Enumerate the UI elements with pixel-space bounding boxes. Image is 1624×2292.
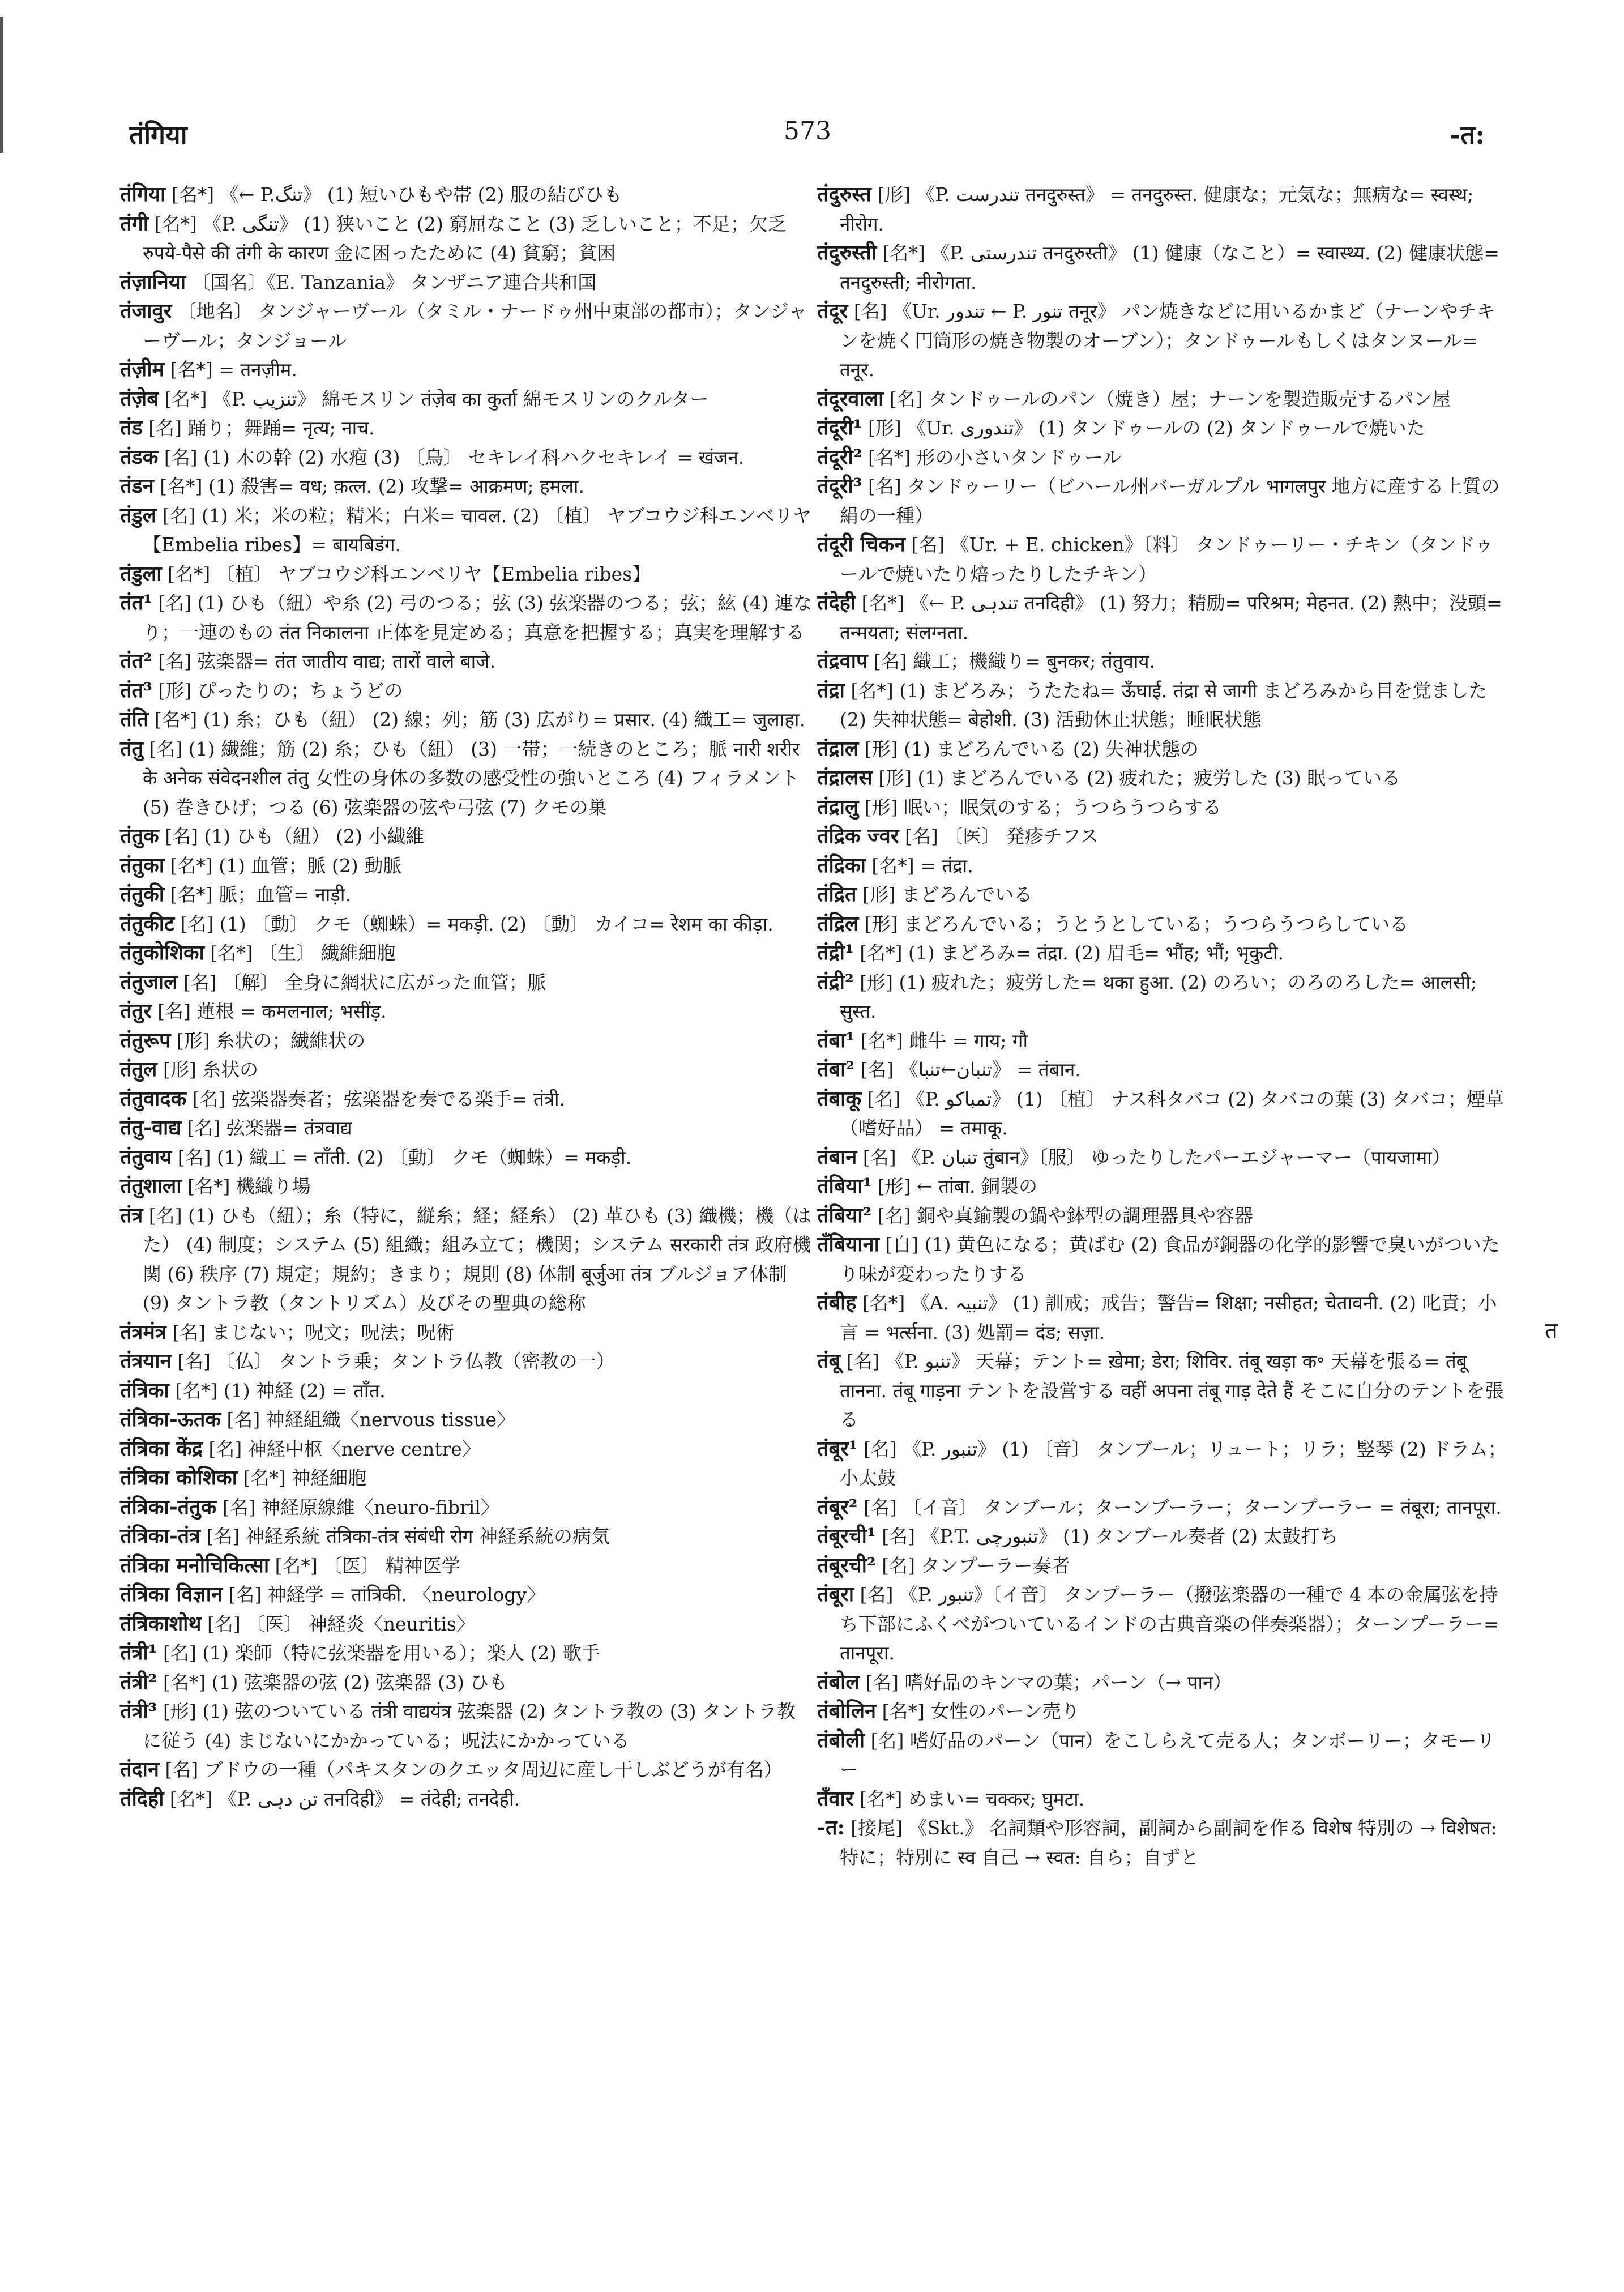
headword: तंज़ीम (120, 357, 165, 381)
definition: [形] ぴったりの；ちょうどの (152, 679, 403, 702)
dictionary-entry (120, 355, 814, 385)
thumb-index-letter: त (1545, 1318, 1558, 1344)
headword: तंबा¹ (817, 1028, 855, 1052)
dictionary-entry (120, 443, 814, 472)
headword: तंतुवाय (120, 1145, 172, 1169)
headword: तंति (120, 707, 149, 731)
headword: तंतुवादक (120, 1086, 187, 1111)
headword: तंडक (120, 445, 159, 469)
headword: तँबियाना (817, 1232, 879, 1256)
headword: तंद्रिल (817, 911, 859, 936)
headword: तंतुका (120, 853, 165, 877)
definition: [名] 〔イ音〕 タンブール；ターンブーラー；ターンプーラー = तंबूरा; तानपूरा. (857, 1496, 1502, 1518)
dictionary-entry (120, 1785, 814, 1814)
headword: तंदुरुस्त (817, 182, 871, 206)
right-column (817, 180, 1511, 1872)
headword: तंत्र (120, 1203, 143, 1227)
headword: तंदूरी² (817, 445, 862, 469)
headword: तंबाकू (817, 1086, 862, 1111)
headword: तंत्री² (120, 1670, 157, 1694)
dictionary-entry (817, 443, 1511, 472)
dictionary-entry (817, 968, 1511, 1026)
definition: [名*] 神経細胞 (237, 1467, 367, 1489)
headword: तंतुरूप (120, 1028, 171, 1052)
definition: [名] (1) ひも（紐）；糸（特に，縦糸；経；経糸） (2) 革ひも (3) 織機；機（はた） (4) 制度；システム (5) 組織；組み立て；機関；システム सरकारी तंत्र 政府機関 (6) 秩序 (7) 規定；規約；きまり；規則 (8) 体制 बूर्जुआ तंत्र ブルジョア体制 (9) タントラ教（タントリズム）及びその聖典の総称 (143, 1204, 811, 1314)
definition: [名*] (1) まどろみ= तंद्रा. (2) 眉毛= भौंह; भौं; भृकुटी. (853, 942, 1284, 964)
dictionary-entry (120, 676, 814, 706)
dictionary-entry (817, 1026, 1511, 1056)
headword: तंत्रिका मनोचिकित्सा (120, 1553, 270, 1577)
headword: तंत्रिका विज्ञान (120, 1582, 223, 1606)
dictionary-entry (120, 472, 814, 501)
headword: तंदूरी³ (817, 474, 862, 498)
headword: तंद्रित (817, 882, 857, 906)
dictionary-entry (120, 822, 814, 851)
dictionary-entry (817, 530, 1511, 588)
definition: [名] 蓮根 = कमलनाल; भसींड़. (151, 1000, 387, 1022)
dictionary-entry (817, 1726, 1511, 1785)
definition: [名] 〔解〕 全身に網状に広がった血管；脈 (177, 971, 546, 993)
headword: तंबोल (817, 1670, 860, 1694)
headword: तंदूरी¹ (817, 416, 862, 439)
running-head-left: तंगिया (129, 119, 187, 150)
headword: तंत³ (120, 678, 152, 702)
headword: तंतु (120, 736, 144, 761)
headword: -त: (817, 1816, 845, 1839)
headword: तंतुजाल (120, 970, 178, 994)
definition: [名] ブドウの一種（パキスタンのクエッタ周辺に産し干しぶどうが有名） (159, 1759, 783, 1781)
headword: तंडुला (120, 561, 162, 586)
headword: तंबोली (817, 1728, 865, 1752)
dictionary-entry (120, 997, 814, 1026)
dictionary-entry (120, 1755, 814, 1785)
definition: [名*] (1) まどろみ；うたたね= ऊँघाई. तंद्रा से जागी まどろみから目を覚ました (2) 失神状態= बेहोशी. (3) 活動休止状態；睡眠状態 (840, 679, 1488, 731)
definition: [名] (1) ひも（紐） (2) 小繊維 (159, 825, 425, 847)
dictionary-entry (817, 385, 1511, 414)
definition: [名] (1) ひも（紐）や糸 (2) 弓のつる；弦 (3) 弦楽器のつる；弦；絃 (4) 連なり；一連のもの तंत निकालना 正体を見定める；真意を把握する；真実を理解する (143, 592, 812, 643)
headword: तंजावुर (120, 299, 172, 323)
dictionary-entry (120, 1143, 814, 1172)
headword: तंतुकीट (120, 911, 175, 936)
headword: तँवार (817, 1786, 854, 1811)
dictionary-entry (817, 1813, 1511, 1872)
definition: [名] 〔仏〕 タントラ乗；タントラ仏教（密教の一） (171, 1350, 615, 1372)
headword: तंदूरवाला (817, 386, 884, 411)
page-edge-line (0, 17, 3, 153)
headword: तंद्रिका (817, 853, 866, 877)
definition: [自] (1) 黄色になる；黄ばむ (2) 食品が銅器の化学的影響で臭いがついたり味が変わったりする (840, 1234, 1500, 1285)
dictionary-entry (817, 413, 1511, 443)
definition: [名*] めまい= चक्कर; घुमटा. (853, 1787, 1085, 1810)
definition: [名*] (1) 殺害= वध; क़त्ल. (2) 攻撃= आक्रमण; हमला. (153, 475, 584, 497)
dictionary-entry (817, 1785, 1511, 1814)
definition: [名] 神経系統 तंत्रिका-तंत्र संबंधी रोग 神経系統の病気 (200, 1525, 610, 1547)
dictionary-entry (120, 1435, 814, 1464)
dictionary-entry (817, 588, 1511, 647)
headword: तंत्रयान (120, 1349, 172, 1373)
definition: [名*] 〔植〕 ヤブコウジ科エンベリヤ【Embelia ribes】 (161, 562, 651, 585)
dictionary-entry (817, 910, 1511, 939)
dictionary-entry (817, 1522, 1511, 1551)
dictionary-entry (120, 1026, 814, 1056)
dictionary-entry (120, 1055, 814, 1085)
headword: तंबा² (817, 1057, 855, 1081)
definition: [名] 神経原線維〈neuro-fibril〉 (216, 1496, 499, 1518)
definition: [名] タンプーラー奏者 (875, 1554, 1070, 1577)
headword: तंबूरची² (817, 1553, 876, 1577)
headword: तंडुल (120, 503, 157, 527)
dictionary-entry (120, 210, 814, 268)
definition: [名*] 形の小さいタンドゥール (862, 446, 1122, 468)
headword: तंतुकी (120, 882, 165, 906)
headword: तंद्रालस (817, 766, 873, 789)
dictionary-entry (817, 180, 1511, 238)
definition: [名*] (1) 糸；ひも（紐） (2) 線；列；筋 (3) 広がり= प्रसार. (4) 織工= जुलाहा. (148, 708, 805, 731)
definition: [接尾] 《Skt.》 名詞類や形容詞，副詞から副詞を作る विशेष 特別の → विशेषत: 特に；特別に स्व 自己 → स्वत: 自ら；自ずと (840, 1817, 1497, 1868)
definition: [形] まどろんでいる (856, 883, 1033, 906)
headword: तंड (120, 416, 143, 439)
headword: तंद्रा (817, 678, 845, 702)
definition: [名] 《تنبان←تنبا》 = तंबान. (854, 1058, 1081, 1081)
definition: [形] 糸状の；繊維状の (170, 1029, 366, 1052)
headword: तंतुशाला (120, 1174, 182, 1198)
definition: [名*] 《P. تندرستی तनदुरुस्ती》 (1) 健康（なこと）= स्वास्थ्य. (2) 健康状態= तनदुरुस्ती; नीरोगता. (840, 242, 1499, 293)
dictionary-entry (120, 560, 814, 589)
headword: तंदुरुस्ती (817, 241, 877, 264)
dictionary-entry (817, 238, 1511, 297)
dictionary-entry (120, 180, 814, 210)
definition: [名*] 女性のパーン売り (876, 1700, 1080, 1722)
dictionary-entry (120, 1376, 814, 1406)
definition: [名*] (1) 神経 (2) = ताँत. (169, 1379, 386, 1402)
dictionary-entry (120, 1551, 814, 1581)
definition: [名*] 機織り場 (181, 1175, 311, 1197)
dictionary-entry (120, 385, 814, 414)
headword: तंतुर (120, 999, 152, 1023)
definition: [形] 糸状の (157, 1058, 259, 1081)
headword: तंगी (120, 211, 149, 236)
dictionary-entry (817, 1435, 1511, 1493)
headword: तंद्री² (817, 970, 854, 994)
dictionary-entry (120, 1580, 814, 1610)
definition: [名*] 《← P. تندہی तनदिही》 (1) 努力；精励= परिश्रम; मेहनत. (2) 熱中；没頭= तन्मयता; संलग्नता. (840, 592, 1502, 643)
dictionary-entry (120, 1697, 814, 1755)
dictionary-entry (817, 880, 1511, 910)
dictionary-entry (120, 1493, 814, 1522)
definition: [名] 神経中枢〈nerve centre〉 (203, 1437, 481, 1460)
dictionary-entry (817, 735, 1511, 764)
headword: तंद्रवाप (817, 649, 868, 673)
definition: [名] 《P. تنبور》〔イ音〕 タンプーラー（撥弦楽器の一種で 4 本の金属弦を持ち下部にふくべがついているインドの古典音楽の伴奏楽器）；ターンプーラー= तानपूरा. (840, 1584, 1499, 1664)
headword: तंतुकोशिका (120, 941, 204, 964)
definition: [名*] 《P. تنگی》 (1) 狭いこと (2) 窮屈なこと (3) 乏しいこと；不足；欠乏 रुपये-पैसे की तंगी के कारण 金に困ったために (4) 貧窮；貧困 (143, 212, 787, 264)
dictionary-entry (817, 1288, 1511, 1347)
definition: [名*] (1) 血管；脈 (2) 動脈 (164, 854, 402, 877)
left-column (120, 180, 814, 1813)
headword: तंद्री¹ (817, 941, 854, 964)
dictionary-entry (120, 1610, 814, 1639)
definition: [名] (1) 楽師（特に弦楽器を用いる）；楽人 (2) 歌手 (157, 1642, 600, 1664)
definition: [名] 神経組織〈nervous tissue〉 (221, 1409, 516, 1431)
dictionary-entry (120, 1405, 814, 1435)
dictionary-entry (817, 822, 1511, 851)
dictionary-entry (120, 1638, 814, 1668)
dictionary-entry (817, 1172, 1511, 1201)
dictionary-entry (817, 763, 1511, 793)
definition: [形] 《Ur. تندوری》 (1) タンドゥールの (2) タンドゥールで焼いた (862, 417, 1425, 439)
headword: तंत² (120, 649, 152, 673)
definition: [名] 嗜好品のパーン（पान）をこしらえて売る人；タンボーリー；タモーリー (840, 1729, 1495, 1781)
dictionary-entry (120, 297, 814, 355)
definition: [名] 神経学 = तांत्रिकी. 〈neurology〉 (222, 1584, 546, 1606)
dictionary-entry (120, 501, 814, 560)
definition: [名] 《P. تمباکو》 (1) 〔植〕 ナス科タバコ (2) タバコの葉 (3) タバコ；煙草（嗜好品） = तमाकू. (840, 1087, 1504, 1139)
definition: [名] 織工；機織り= बुनकर; तंतुवाय. (867, 650, 1156, 672)
headword: तंबान (817, 1145, 857, 1169)
headword: तंतु-वाद्य (120, 1116, 182, 1139)
headword: तंज़ेब (120, 386, 159, 411)
dictionary-entry (120, 1463, 814, 1493)
definition: [名] 弦楽器奏者；弦楽器を奏でる楽手= तंत्री. (186, 1087, 566, 1110)
definition: [名] タンドゥーリー（ビハール州バーガルプル भागलपुर 地方に産する上質の絹の一種） (840, 475, 1500, 527)
definition: [名*] = तंद्रा. (865, 854, 973, 877)
dictionary-entry (817, 676, 1511, 735)
definition: [名] タンドゥールのパン（焼き）屋；ナーンを製造販売するパン屋 (883, 387, 1451, 410)
dictionary-entry (120, 968, 814, 997)
headword: तंदूर (817, 299, 848, 323)
dictionary-entry (120, 1668, 814, 1697)
headword: तंबोलिन (817, 1699, 877, 1723)
definition: [名] 《Ur. + E. chicken》〔料〕 タンドゥーリー・チキン（タンドゥールで焼いたり焙ったりしたチキン） (840, 533, 1494, 585)
definition: 〔地名〕 タンジャーヴール（タミル・ナードゥ州中東部の都市）；タンジャーヴール；タンジョール (143, 300, 807, 352)
headword: तंद्रिक ज्वर (817, 824, 899, 848)
headword: तंबूरा (817, 1582, 854, 1606)
headword: तंत¹ (120, 591, 152, 614)
headword: तंबूरची¹ (817, 1524, 876, 1548)
dictionary-entry (817, 1055, 1511, 1085)
dictionary-entry (120, 705, 814, 735)
dictionary-entry (120, 1172, 814, 1201)
headword: तंत्रिका-ऊतक (120, 1407, 221, 1431)
definition: [名] 《P. تنبو》 天幕；テント= ख़ेमा; डेरा; शिविर. तंबू खड़ा क॰ 天幕を張る= तंबू तानना. तंबू गाड़ना テントを設営する वहीं अपना तंबू गाड़ देते हैं そこに自分のテントを張る (840, 1350, 1504, 1431)
definition: [形] (1) 弦のついている तंत्री वाद्ययंत्र 弦楽器 (2) タントラ教の (3) タントラ教に従う (4) まじないにかかっている；呪法にかかっている (143, 1700, 796, 1752)
dictionary-entry (120, 938, 814, 968)
headword: तंत्री¹ (120, 1641, 157, 1664)
headword: तंदेही (817, 591, 856, 614)
headword: तंबूर¹ (817, 1436, 858, 1461)
headword: तंबिया² (817, 1203, 872, 1227)
headword: तंत्रिकाशोथ (120, 1611, 202, 1636)
headword: तंडन (120, 474, 154, 498)
dictionary-entry (120, 413, 814, 443)
definition: [名*] 〔生〕 繊維細胞 (204, 942, 396, 964)
dictionary-entry (120, 268, 814, 297)
definition: 〔国名〕《E. Tanzania》 タンザニア連合共和国 (186, 271, 597, 293)
definition: [名*] (1) 弦楽器の弦 (2) 弦楽器 (3) ひも (157, 1671, 508, 1693)
headword: तंद्रालु (817, 795, 859, 819)
definition: [名] 《Ur. تندور ← P. تنور तनूर》 パン焼きなどに用いるかまど（ナーンやチキンを焼く円筒形の焼き物製のオーブン）；タンドゥールもしくはタンヌール= तनूर. (840, 300, 1495, 381)
headword: तंदूरी चिकन (817, 532, 906, 556)
definition: [名] 弦楽器= तंत जातीय वाद्य; तारों वाले बाजे. (152, 650, 496, 672)
dictionary-entry (817, 297, 1511, 385)
headword: तंत्रिका-तंत्र (120, 1524, 201, 1548)
headword: तंत्रिका (120, 1378, 169, 1402)
dictionary-entry (120, 1113, 814, 1143)
definition: [名] 《P. تنبان तुंबान》〔服〕 ゆったりしたパーエジャーマー（पायजामा） (857, 1146, 1451, 1168)
headword: तंत्रिका-तंतुक (120, 1495, 217, 1519)
headword: तंत्रिका केंद्र (120, 1436, 203, 1461)
definition: [名] 《P.T. تنبورچی》 (1) タンブール奏者 (2) 太鼓打ち (875, 1525, 1339, 1547)
dictionary-entry (817, 793, 1511, 822)
definition: [名*] 脈；血管= नाड़ी. (164, 883, 351, 906)
headword: तंबीह (817, 1291, 857, 1314)
definition: [名] 嗜好品のキンマの葉；パーン（→ पान） (859, 1671, 1232, 1693)
dictionary-entry (120, 880, 814, 910)
definition: [名] 《P. تنبور》 (1) 〔音〕 タンブール；リュート；リラ；竪琴 (2) ドラム；小太鼓 (840, 1437, 1507, 1489)
definition: [名*] 《A. تنبیہ》 (1) 訓戒；戒告；警告= शिक्षा; नसीहत; चेतावनी. (2) 叱責；小言 = भर्त्सना. (3) 処罰= दंड; सज़ा. (840, 1292, 1497, 1343)
dictionary-entry (817, 938, 1511, 968)
definition: [形] 《P. تندرست तनदुरुस्त》 = तनदुरुस्त. 健康な；元気な；無病な= स्वस्थ; नीरोग. (840, 183, 1474, 235)
dictionary-entry (817, 1085, 1511, 1143)
definition: [名] まじない；呪文；呪法；呪術 (166, 1321, 455, 1343)
headword: तंत्रिका कोशिका (120, 1466, 237, 1489)
definition: [名] (1) 繊維；筋 (2) 糸；ひも（紐） (3) 一帯；一続きのところ；脈 नारी शरीर के अनेक संवेदनशील तंतु 女性の身体の多数の感受性の強いところ (4) フィラメント (5) 巻きひげ；つる (6) 弦楽器の弦や弓弦 (7) クモの巣 (143, 737, 800, 818)
running-head-right: -त: (1450, 119, 1485, 150)
headword: तंद्राल (817, 736, 859, 761)
definition: [形] 眠い；眠気のする；うつらうつらする (858, 796, 1222, 818)
headword: तंबूर² (817, 1495, 858, 1519)
definition: [名] (1) 〔動〕 クモ（蜘蛛）= मकड़ी. (2) 〔動〕 カイコ= रेशम का कीड़ा. (174, 912, 773, 935)
dictionary-entry (817, 1201, 1511, 1231)
headword: तंदान (120, 1757, 159, 1781)
headword: तंगिया (120, 182, 166, 206)
definition: [形] (1) まどろんでいる (2) 疲れた；疲労した (3) 眠っている (872, 767, 1401, 789)
headword: तंज़ानिया (120, 270, 186, 294)
headword: तंतुल (120, 1057, 157, 1081)
dictionary-entry (817, 1580, 1511, 1668)
headword: तंदिही (120, 1786, 164, 1811)
definition: [形] (1) まどろんでいる (2) 失神状態の (858, 737, 1199, 760)
definition: [形] (1) 疲れた；疲労した= थका हुआ. (2) のろい；のろのろした= आलसी; सुस्त. (840, 971, 1477, 1022)
headword: तंतुक (120, 824, 159, 848)
definition: [名] 踊り；舞踊= नृत्य; नाच. (142, 417, 375, 439)
dictionary-entry (120, 735, 814, 822)
headword: तंबिया¹ (817, 1174, 872, 1198)
definition: [形] ← तांबा. 銅製の (871, 1175, 1037, 1197)
dictionary-entry (817, 851, 1511, 881)
dictionary-entry (817, 647, 1511, 676)
dictionary-entry (817, 472, 1511, 530)
dictionary-entry (817, 1668, 1511, 1697)
dictionary-entry (120, 647, 814, 676)
definition: [名*] = तनज़ीम. (164, 358, 297, 381)
dictionary-entry (120, 1085, 814, 1114)
dictionary-entry (120, 588, 814, 647)
dictionary-entry (120, 1201, 814, 1318)
dictionary-entry (120, 910, 814, 939)
dictionary-entry (817, 1551, 1511, 1581)
dictionary-entry (817, 1697, 1511, 1726)
dictionary-entry (817, 1143, 1511, 1172)
definition: [名*] 雌牛 = गाय; गौ (854, 1029, 1028, 1052)
dictionary-entry (120, 1347, 814, 1376)
definition: [形] まどろんでいる；うとうとしている；うつらうつらしている (858, 912, 1409, 935)
dictionary-entry (120, 851, 814, 881)
definition: [名*] 〔医〕 精神医学 (269, 1554, 460, 1577)
dictionary-entry (120, 1318, 814, 1347)
definition: [名*] 《← P.تنگ》 (1) 短いひもや帯 (2) 服の結びひも (165, 183, 622, 206)
definition: [名*] 《P. تن دہی तनदिही》 = तंदेही; तनदेही. (164, 1787, 520, 1810)
dictionary-entry (120, 1522, 814, 1551)
dictionary-entry (817, 1230, 1511, 1288)
page-number: 573 (784, 117, 831, 146)
definition: [名] 銅や真鍮製の鍋や鉢型の調理器具や容器 (871, 1204, 1254, 1227)
definition: [名] 弦楽器= तंत्रवाद्य (181, 1117, 352, 1139)
definition: [名] (1) 織工 = ताँती. (2) 〔動〕 クモ（蜘蛛）= मकड़ी. (172, 1146, 632, 1168)
definition: [名*] 《P. تنزیب》 綿モスリン तंज़ेब का कुर्ता 綿モスリンのクルター (158, 387, 709, 410)
headword: तंबू (817, 1349, 841, 1373)
dictionary-entry (817, 1493, 1511, 1522)
headword: तंत्रमंत्र (120, 1320, 166, 1344)
dictionary-entry (817, 1347, 1511, 1435)
definition: [名] 〔医〕 発疹チフス (899, 825, 1099, 847)
definition: [名] (1) 米；米の粒；精米；白米= चावल. (2) 〔植〕 ヤブコウジ科エンベリヤ【Embelia ribes】= बायबिडंग. (143, 504, 811, 556)
definition: [名] 〔医〕 神経炎〈neuritis〉 (201, 1612, 475, 1635)
definition: [名] (1) 木の幹 (2) 水疱 (3) 〔鳥〕 セキレイ科ハクセキレイ = खंजन. (158, 446, 745, 468)
headword: तंत्री³ (120, 1699, 157, 1723)
